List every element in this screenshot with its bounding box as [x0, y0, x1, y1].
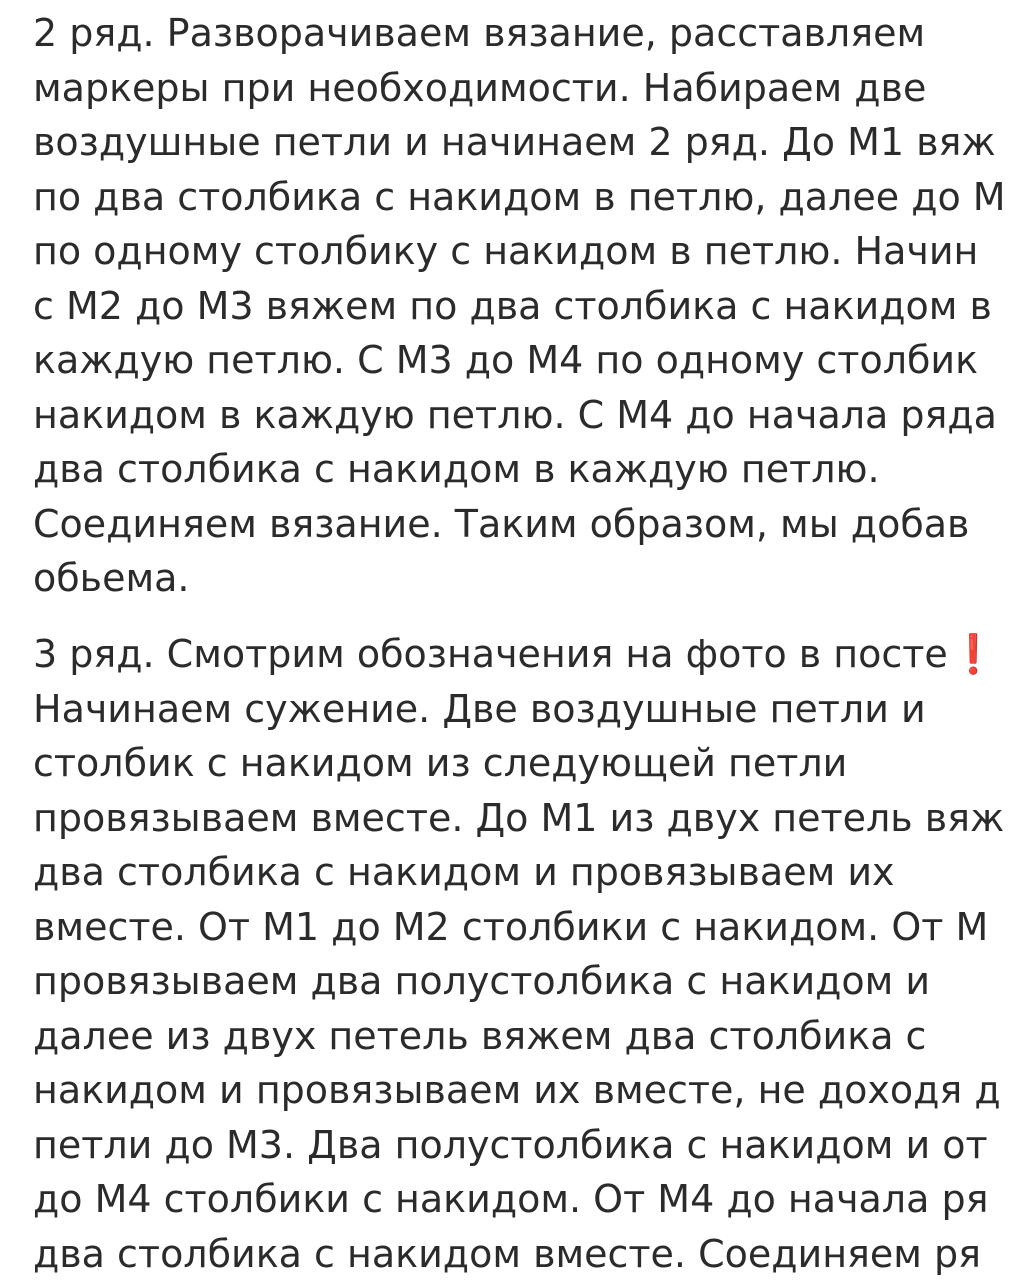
text-line: по два столбика с накидом в петлю, далее до М — [33, 174, 1006, 219]
text-line: с М2 до М3 вяжем по два столбика с накидом в — [33, 283, 992, 328]
text-line: провязываем вместе. До М1 из двух петель вяж — [33, 795, 1005, 840]
text-line: по одному столбику с накидом в петлю. Начин — [33, 229, 979, 273]
text-line: Соединяем вязание. Таким образом, мы добав — [33, 501, 970, 546]
text-line: накидом в каждую петлю. С М4 до начала ряда — [33, 392, 997, 437]
text-line: воздушные петли и начинаем 2 ряд. До М1 вяж — [33, 120, 996, 164]
text-line-content: 3 ряд. Смотрим обозначения на фото в посте — [33, 632, 948, 676]
text-line: два столбика с накидом вместе. Соединяем ря — [33, 1231, 982, 1276]
text-line: маркеры при необходимости. Набираем две — [33, 65, 927, 110]
text-line: два столбика с накидом в каждую петлю. — [33, 447, 880, 491]
text-line-with-icon — [33, 627, 1004, 682]
text-line: накидом и провязываем их вместе, не доходя д — [33, 1068, 1001, 1112]
text-line: далее из двух петель вяжем два столбика с — [33, 1013, 927, 1058]
text-line: обьема. — [33, 556, 190, 600]
text-line: провязываем два полустолбика с накидом и — [33, 959, 931, 1003]
text-line: каждую петлю. С М3 до М4 по одному столбик — [33, 338, 979, 382]
text-line: вместе. От М1 до М2 столбики с накидом. От М — [33, 904, 989, 949]
text-line: два столбика с накидом и провязываем их — [33, 850, 895, 894]
paragraph-row-3 — [33, 627, 1004, 1280]
text-line: Начинаем сужение. Две воздушные петли и — [33, 686, 926, 731]
exclamation-icon: ❗ — [949, 632, 998, 676]
text-line: до М4 столбики с накидом. От М4 до начала ря — [33, 1177, 989, 1221]
text-line: столбик с накидом из следующей петли — [33, 741, 848, 785]
text-line: петли до М3. Два полустолбика с накидом и от — [33, 1122, 988, 1167]
paragraph-row-2 — [33, 6, 1006, 606]
text-line: 2 ряд. Разворачиваем вязание, расставляем — [33, 11, 926, 55]
